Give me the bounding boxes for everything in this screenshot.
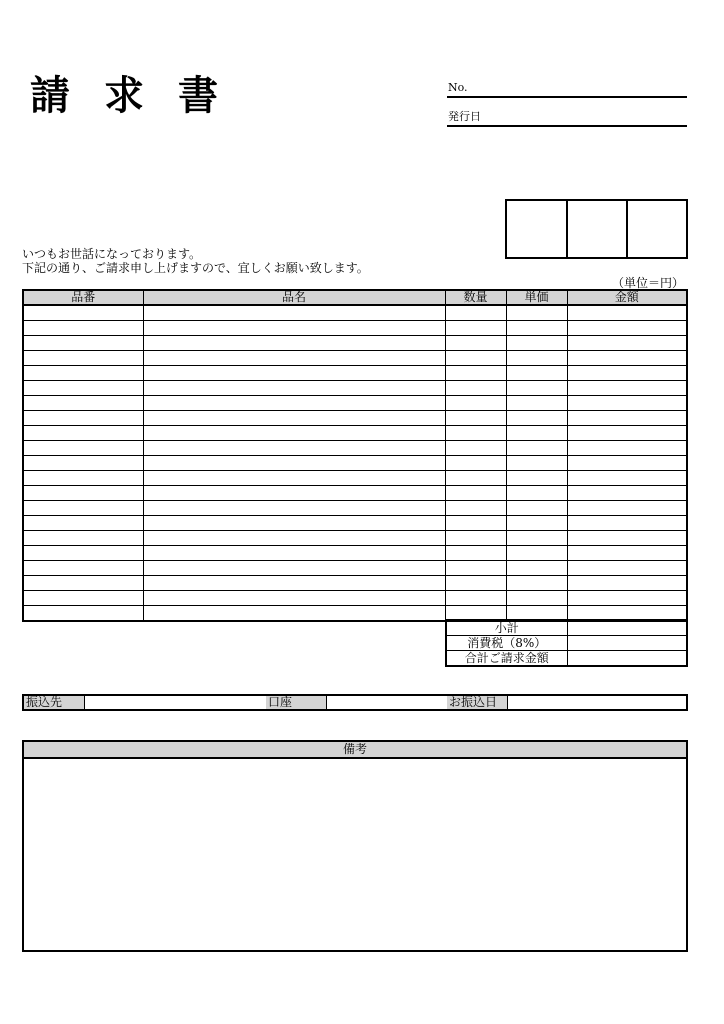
greeting-line-2: 下記の通り、ご請求申し上げますので、宜しくお願い致します。: [22, 261, 369, 275]
unit-price-cell[interactable]: [506, 381, 567, 396]
amount-cell[interactable]: [567, 396, 687, 411]
quantity-cell[interactable]: [445, 321, 506, 336]
quantity-cell[interactable]: [445, 561, 506, 576]
item-code-cell[interactable]: [23, 321, 143, 336]
table-row: [23, 366, 687, 381]
table-row: [23, 546, 687, 561]
item-code-cell[interactable]: [23, 606, 143, 622]
item-code-cell[interactable]: [23, 305, 143, 321]
quantity-cell[interactable]: [445, 471, 506, 486]
quantity-cell[interactable]: [445, 546, 506, 561]
quantity-cell[interactable]: [445, 366, 506, 381]
invoice-number-line: [447, 80, 687, 98]
item-code-cell[interactable]: [23, 336, 143, 351]
tax-label: 消費税（8%）: [446, 636, 567, 651]
table-row: [23, 321, 687, 336]
item-name-cell[interactable]: [143, 456, 445, 471]
tax-row: [446, 636, 687, 651]
item-name-cell[interactable]: [143, 441, 445, 456]
unit-price-cell[interactable]: [506, 516, 567, 531]
unit-price-cell[interactable]: [506, 561, 567, 576]
item-code-cell[interactable]: [23, 351, 143, 366]
table-row: [23, 486, 687, 501]
transfer-date-label: お振込日: [447, 696, 508, 709]
item-code-cell[interactable]: [23, 366, 143, 381]
amount-cell[interactable]: [567, 426, 687, 441]
stamp-box-2: [566, 199, 628, 259]
remarks-body[interactable]: [24, 759, 686, 950]
item-code-cell[interactable]: [23, 441, 143, 456]
subtotal-value[interactable]: [567, 620, 687, 636]
col-header-quantity: 数量: [445, 290, 506, 305]
table-row: [23, 396, 687, 411]
table-row: [23, 426, 687, 441]
unit-price-cell[interactable]: [506, 576, 567, 591]
amount-cell[interactable]: [567, 351, 687, 366]
item-name-cell[interactable]: [143, 426, 445, 441]
item-name-cell[interactable]: [143, 396, 445, 411]
item-code-cell[interactable]: [23, 516, 143, 531]
item-code-cell[interactable]: [23, 531, 143, 546]
amount-cell[interactable]: [567, 305, 687, 321]
amount-cell[interactable]: [567, 591, 687, 606]
table-row: [23, 576, 687, 591]
bank-field[interactable]: [85, 696, 267, 709]
subtotal-label: 小計: [446, 620, 567, 636]
issue-date-line: [447, 109, 687, 127]
col-header-amount: 金額: [567, 290, 687, 305]
table-row: [23, 531, 687, 546]
table-row: [23, 336, 687, 351]
amount-cell[interactable]: [567, 321, 687, 336]
transfer-date-field[interactable]: [508, 696, 686, 709]
table-row: [23, 411, 687, 426]
amount-cell[interactable]: [567, 381, 687, 396]
table-row: [23, 591, 687, 606]
items-header-row: [23, 290, 687, 305]
amount-cell[interactable]: [567, 411, 687, 426]
amount-cell[interactable]: [567, 516, 687, 531]
col-header-item-code: 品番: [23, 290, 143, 305]
item-code-cell[interactable]: [23, 591, 143, 606]
item-code-cell[interactable]: [23, 486, 143, 501]
amount-cell[interactable]: [567, 471, 687, 486]
table-row: [23, 381, 687, 396]
col-header-item-name: 品名: [143, 290, 445, 305]
unit-price-cell[interactable]: [506, 305, 567, 321]
unit-price-cell[interactable]: [506, 351, 567, 366]
quantity-cell[interactable]: [445, 516, 506, 531]
item-code-cell[interactable]: [23, 456, 143, 471]
total-row: [446, 651, 687, 667]
account-label: 口座: [266, 696, 327, 709]
unit-price-cell[interactable]: [506, 531, 567, 546]
unit-price-cell[interactable]: [506, 546, 567, 561]
item-name-cell[interactable]: [143, 531, 445, 546]
quantity-cell[interactable]: [445, 305, 506, 321]
table-row: [23, 441, 687, 456]
unit-price-cell[interactable]: [506, 366, 567, 381]
bank-label: 振込先: [24, 696, 85, 709]
item-name-cell[interactable]: [143, 516, 445, 531]
item-name-cell[interactable]: [143, 321, 445, 336]
item-name-cell[interactable]: [143, 305, 445, 321]
unit-price-cell[interactable]: [506, 426, 567, 441]
item-code-cell[interactable]: [23, 426, 143, 441]
stamp-box-3: [626, 199, 688, 259]
stamp-box-1: [505, 199, 568, 259]
quantity-cell[interactable]: [445, 486, 506, 501]
total-value[interactable]: [567, 651, 687, 667]
item-name-cell[interactable]: [143, 366, 445, 381]
quantity-cell[interactable]: [445, 591, 506, 606]
item-name-cell[interactable]: [143, 561, 445, 576]
quantity-cell[interactable]: [445, 576, 506, 591]
table-row: [23, 305, 687, 321]
quantity-cell[interactable]: [445, 456, 506, 471]
amount-cell[interactable]: [567, 531, 687, 546]
totals-table: [445, 619, 688, 667]
greeting-line-1: いつもお世話になっております。: [22, 247, 202, 261]
unit-price-cell[interactable]: [506, 456, 567, 471]
remarks-box: [22, 740, 688, 952]
item-code-cell[interactable]: [23, 396, 143, 411]
item-name-cell[interactable]: [143, 411, 445, 426]
item-name-cell[interactable]: [143, 351, 445, 366]
amount-cell[interactable]: [567, 336, 687, 351]
unit-note: （単位＝円）: [612, 276, 685, 290]
unit-price-cell[interactable]: [506, 396, 567, 411]
unit-price-cell[interactable]: [506, 411, 567, 426]
table-row: [23, 501, 687, 516]
item-code-cell[interactable]: [23, 576, 143, 591]
table-row: [23, 351, 687, 366]
col-header-unit-price: 単価: [506, 290, 567, 305]
item-name-cell[interactable]: [143, 471, 445, 486]
payment-info-row: [22, 694, 688, 711]
table-row: [23, 456, 687, 471]
unit-price-cell[interactable]: [506, 501, 567, 516]
quantity-cell[interactable]: [445, 426, 506, 441]
total-label: 合計ご請求金額: [446, 651, 567, 667]
table-row: [23, 516, 687, 531]
quantity-cell[interactable]: [445, 381, 506, 396]
item-name-cell[interactable]: [143, 501, 445, 516]
amount-cell[interactable]: [567, 561, 687, 576]
item-name-cell[interactable]: [143, 336, 445, 351]
unit-price-cell[interactable]: [506, 441, 567, 456]
amount-cell[interactable]: [567, 456, 687, 471]
tax-value[interactable]: [567, 636, 687, 651]
item-name-cell[interactable]: [143, 546, 445, 561]
item-code-cell[interactable]: [23, 411, 143, 426]
unit-price-cell[interactable]: [506, 336, 567, 351]
unit-price-cell[interactable]: [506, 486, 567, 501]
unit-price-cell[interactable]: [506, 591, 567, 606]
table-row: [23, 471, 687, 486]
item-name-cell[interactable]: [143, 381, 445, 396]
item-code-cell[interactable]: [23, 561, 143, 576]
item-name-cell[interactable]: [143, 576, 445, 591]
amount-cell[interactable]: [567, 546, 687, 561]
account-field[interactable]: [327, 696, 448, 709]
issue-date-label: 発行日: [448, 110, 481, 123]
item-name-cell[interactable]: [143, 486, 445, 501]
unit-price-cell[interactable]: [506, 471, 567, 486]
item-code-cell[interactable]: [23, 501, 143, 516]
subtotal-row: [446, 620, 687, 636]
quantity-cell[interactable]: [445, 441, 506, 456]
item-code-cell[interactable]: [23, 546, 143, 561]
items-body: [23, 305, 687, 621]
amount-cell[interactable]: [567, 441, 687, 456]
invoice-number-label: No.: [448, 81, 468, 94]
amount-cell[interactable]: [567, 486, 687, 501]
invoice-title: 請求書: [30, 72, 252, 119]
item-code-cell[interactable]: [23, 381, 143, 396]
table-row: [23, 561, 687, 576]
quantity-cell[interactable]: [445, 396, 506, 411]
item-name-cell[interactable]: [143, 606, 445, 622]
quantity-cell[interactable]: [445, 411, 506, 426]
amount-cell[interactable]: [567, 501, 687, 516]
quantity-cell[interactable]: [445, 531, 506, 546]
amount-cell[interactable]: [567, 576, 687, 591]
unit-price-cell[interactable]: [506, 321, 567, 336]
amount-cell[interactable]: [567, 366, 687, 381]
remarks-header: 備考: [24, 742, 686, 759]
quantity-cell[interactable]: [445, 336, 506, 351]
quantity-cell[interactable]: [445, 501, 506, 516]
item-code-cell[interactable]: [23, 471, 143, 486]
item-name-cell[interactable]: [143, 591, 445, 606]
items-table: [22, 289, 688, 622]
quantity-cell[interactable]: [445, 351, 506, 366]
